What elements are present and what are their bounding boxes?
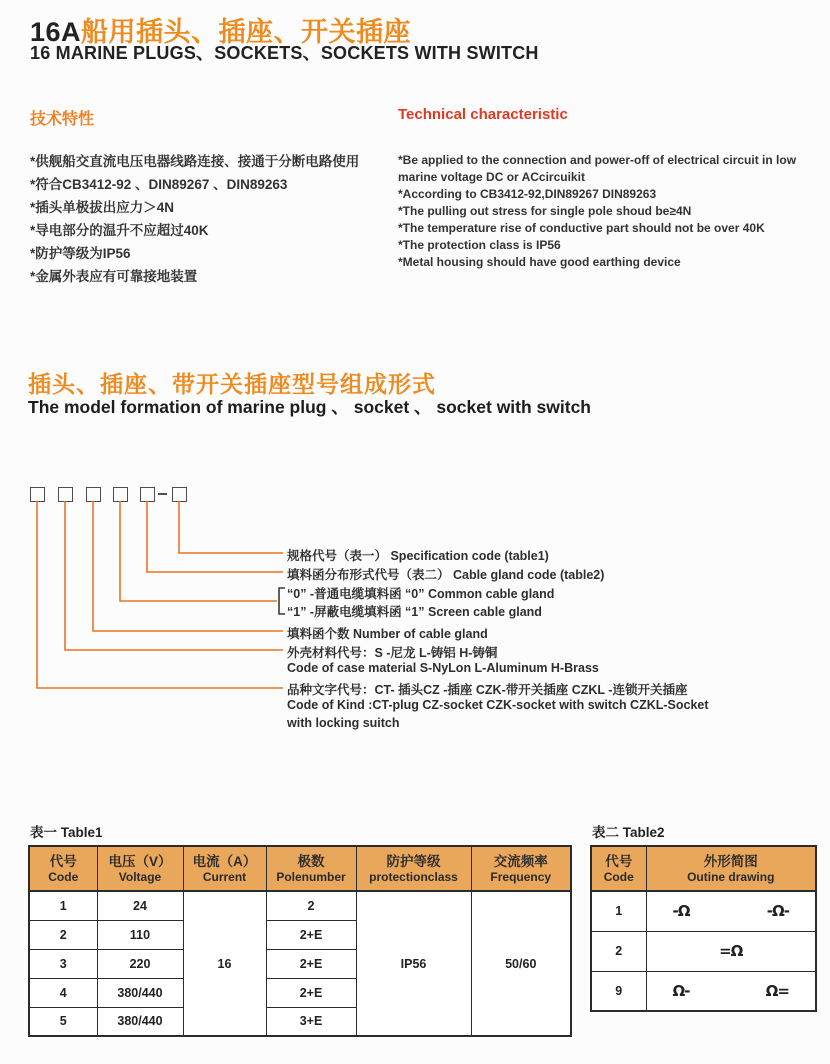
cell-voltage: 24 [97, 891, 183, 920]
drawing-cell [647, 942, 816, 960]
cell-pole: 2 [266, 891, 356, 920]
cell-code: 4 [29, 978, 97, 1007]
table1-header-voltage: 电压（V） Voltage [97, 846, 183, 891]
diagram-label-gland-count: 填料函个数 Number of cable gland [287, 627, 488, 641]
table1-header-code: 代号 Code [29, 846, 97, 891]
diagram-label-gland-0: “0” -普通电缆填料函 “0” Common cable gland [287, 587, 555, 601]
bracket-glyph [279, 588, 285, 614]
cell-pole: 3+E [266, 1007, 356, 1036]
tech-item-en: *Be applied to the connection and power-off of electrical circuit in low marine voltage DC or ACcircuikit [398, 153, 797, 184]
drawing-cell [647, 982, 816, 1000]
diagram-label-kind-en-1: Code of Kind :CT-plug CZ-socket CZK-socket with switch CZKL-Socket [287, 698, 709, 712]
table-row [591, 891, 816, 931]
table1-header-polenumber: 极数 Polenumber [266, 846, 356, 891]
model-heading-en: The model formation of marine plug 、 socket 、 socket with switch [28, 397, 591, 417]
tech-item-en: *Metal housing should have good earthing device [398, 255, 681, 269]
tech-list-en [398, 152, 818, 271]
table2-header-code: 代号 Code [591, 846, 646, 891]
cell-code: 1 [591, 891, 646, 931]
cell-code: 2 [29, 920, 97, 949]
cell-frequency: 50/60 [471, 891, 571, 1036]
cell-pole: 2+E [266, 949, 356, 978]
tech-item-en: *The temperature rise of conductive part should not be over 40K [398, 221, 765, 235]
diagram-label-gland-1: “1” -屏蔽电缆填料函 “1” Screen cable gland [287, 605, 542, 619]
cell-pole: 2+E [266, 978, 356, 1007]
tech-item-zh: *金属外表应有可靠接地装置 [30, 269, 198, 284]
cell-pole: 2+E [266, 920, 356, 949]
table1-header-row [29, 846, 571, 891]
table2 [590, 845, 817, 1012]
cell-code: 5 [29, 1007, 97, 1036]
tech-item-en: *The pulling out stress for single pole shoud be≥4N [398, 204, 692, 218]
diagram-label-kind-zh: 品种文字代号：CT- 插头CZ -插座 CZK-带开关插座 CZKL -连锁开关插座 [287, 683, 688, 697]
table2-caption: 表二 Table2 [592, 825, 665, 840]
outline-drawing-glyph: Ω= [765, 981, 789, 1000]
tech-heading-en: Technical characteristic [398, 106, 568, 123]
diagram-label-spec: 规格代号（表一） Specification code (table1) [287, 549, 549, 563]
cell-code: 9 [591, 971, 646, 1011]
table-row [29, 891, 571, 920]
cell-voltage: 220 [97, 949, 183, 978]
tech-item-zh: *符合CB3412-92 、DIN89267 、DIN89263 [30, 177, 288, 192]
table2-header-row [591, 846, 816, 891]
table1-header-frequency: 交流频率 Frequency [471, 846, 571, 891]
outline-drawing-glyph: =Ω [719, 942, 743, 960]
tech-heading-zh: 技术特性 [30, 111, 95, 128]
diagram-label-kind-en-2: with locking suitch [287, 716, 400, 730]
table1-header-protection: 防护等级 protectionclass [356, 846, 471, 891]
page-subtitle: 16 MARINE PLUGS、SOCKETS、SOCKETS WITH SWITCH [30, 43, 539, 63]
outline-drawing-glyph: -Ω [672, 902, 690, 921]
diagram-label-material-en: Code of case material S-NyLon L-Aluminum H-Brass [287, 661, 599, 675]
cell-voltage: 110 [97, 920, 183, 949]
tech-list-zh [30, 150, 359, 288]
outline-drawing-glyph: -Ω- [766, 902, 789, 921]
tech-item-zh: *插头单极拔出应力＞4N [30, 200, 175, 215]
table-row [591, 931, 816, 971]
table1 [28, 845, 572, 1037]
model-code-diagram [0, 480, 830, 740]
page-title-prefix: 16A [30, 17, 82, 47]
cell-current: 16 [183, 891, 266, 1036]
table1-caption: 表一 Table1 [30, 825, 103, 840]
cell-code: 2 [591, 931, 646, 971]
tech-item-en: *The protection class is IP56 [398, 238, 561, 252]
tech-item-zh: *防护等级为IP56 [30, 246, 131, 261]
page-title-zh: 船用插头、插座、开关插座 [81, 17, 412, 47]
table2-header-drawing: 外形简图 Outine drawing [646, 846, 816, 891]
model-heading-zh: 插头、插座、带开关插座型号组成形式 [28, 371, 436, 397]
cell-code: 1 [29, 891, 97, 920]
cell-voltage: 380/440 [97, 978, 183, 1007]
outline-drawing-glyph: Ω- [672, 981, 690, 1000]
cell-code: 3 [29, 949, 97, 978]
tech-item-zh: *导电部分的温升不应超过40K [30, 223, 209, 238]
tech-item-zh: *供舰船交直流电压电器线路连接、接通于分断电路使用 [30, 154, 360, 169]
cell-protection: IP56 [356, 891, 471, 1036]
table1-header-current: 电流（A） Current [183, 846, 266, 891]
cell-voltage: 380/440 [97, 1007, 183, 1036]
diagram-label-material-zh: 外壳材料代号：S -尼龙 L-铸铝 H-铸铜 [287, 646, 498, 660]
diagram-label-gland-code: 填料函分布形式代号（表二） Cable gland code (table2) [287, 568, 605, 582]
drawing-cell [647, 902, 816, 920]
tech-item-en: *According to CB3412-92,DIN89267 DIN89263 [398, 187, 657, 201]
table-row [591, 971, 816, 1011]
